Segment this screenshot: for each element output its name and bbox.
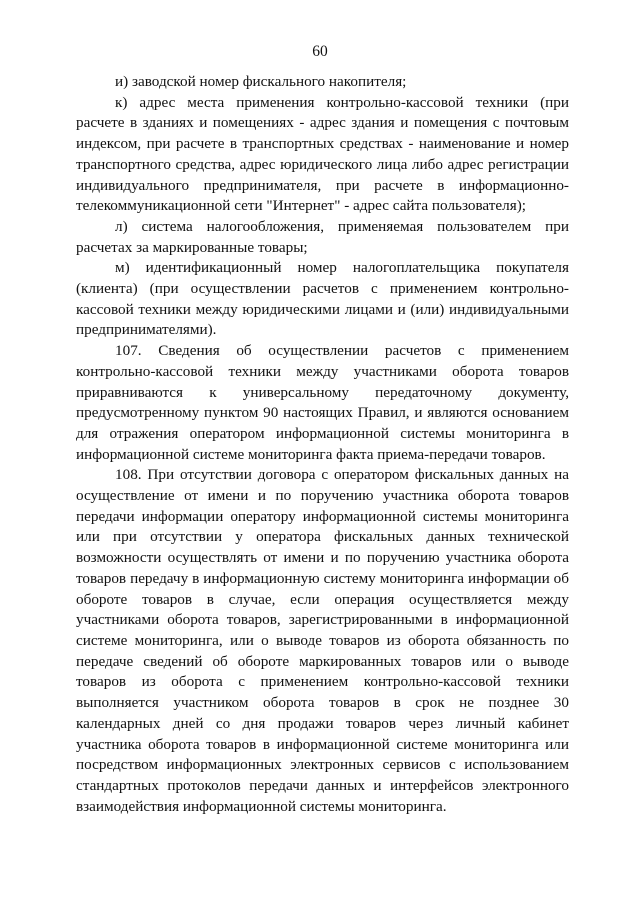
paragraph-item-l: л) система налогообложения, применяемая пользователем при расчетах за маркированные товары;: [76, 217, 569, 256]
document-text-body: [76, 72, 569, 817]
paragraph-item-i: и) заводской номер фискального накопителя;: [115, 73, 407, 90]
page-number: 60: [312, 43, 328, 60]
paragraph-clause-108: 108. При отсутствии договора с оператором фискальных данных на осуществление от имени и по поручению участника оборота товаров передачи информации оператору информационной системы мониторинга или при отсутствии у оператора фискальных данных технической возможности осуществлять от имени и по поручению участника оборота товаров передачу в информационную систему мониторинга информации об обороте товаров в случае, если операция осуществляется между участниками оборота товаров, зарегистрированными в информационной системе мониторинга, или о выводе товаров из оборота обязанность по передаче сведений об обороте маркированных товаров или о выводе товаров из оборота с применением контрольно-кассовой техники выполняется участником оборота товаров в срок не позднее 30 календарных дней со дня продажи товаров через личный кабинет участника оборота товаров в информационной системе мониторинга или посредством информационных электронных сервисов с использованием стандартных протоколов передачи данных и интерфейсов электронного взаимодействия информационной системы мониторинга.: [76, 466, 569, 815]
paragraph-item-m: м) идентификационный номер налогоплательщика покупателя (клиента) (при осуществлении расчетов с применением контрольно-кассовой техники между юридическими лицами и (или) индивидуальными предпринимателями).: [76, 259, 569, 339]
paragraph-clause-107: 107. Сведения об осуществлении расчетов с применением контрольно-кассовой техники между участниками оборота товаров приравниваются к универсальному передаточному документу, предусмотренному пунктом 90 настоящих Правил, и являются основанием для отражения оператором информационной системы мониторинга в информационной системе мониторинга факта приема-передачи товаров.: [76, 342, 569, 463]
paragraph-item-k: к) адрес места применения контрольно-кассовой техники (при расчете в зданиях и помещениях - адрес здания и помещения с почтовым индексом, при расчете в транспортных средствах - наименование и номер транспортного средства, адрес юридического лица либо адрес регистрации индивидуального предпринимателя, при расчете в информационно-телекоммуникационной сети "Интернет" - адрес сайта пользователя);: [76, 93, 569, 215]
